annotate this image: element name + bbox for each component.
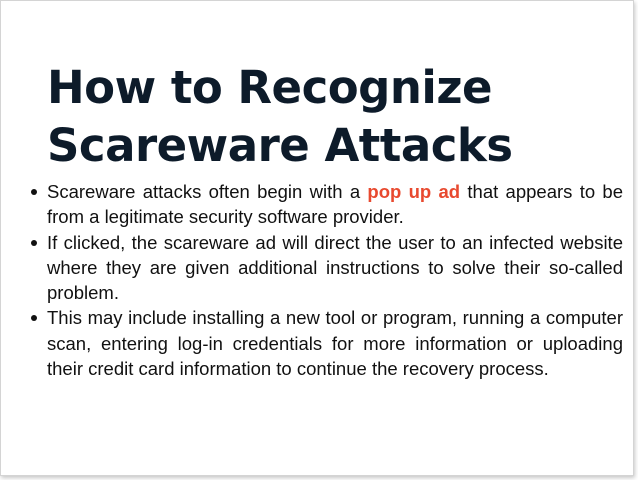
highlight-pop-up-ad: pop up ad [367,181,461,202]
bullet-2-text: If clicked, the scareware ad will direct the user to an infected website where they are given additional instructions to solve their so-called problem. [47,231,623,304]
title-line-1: How to Recognize [47,61,493,114]
bullet-item-3 [47,305,623,381]
bullet-list [47,179,623,381]
bullet-3-text: This may include installing a new tool or program, running a computer scan, entering log-in credentials for more information or uploading their credit card information to continue the recovery process. [47,307,623,380]
bullet-1-text-after: that appears to be from a legitimate security software provider. [47,181,623,228]
bullet-item-1 [47,179,623,230]
slide-title [47,59,607,175]
bullet-1-text-before: Scareware attacks often begin with a [47,181,368,202]
title-line-2: Scareware Attacks [47,119,513,172]
bullet-item-2 [47,230,623,306]
